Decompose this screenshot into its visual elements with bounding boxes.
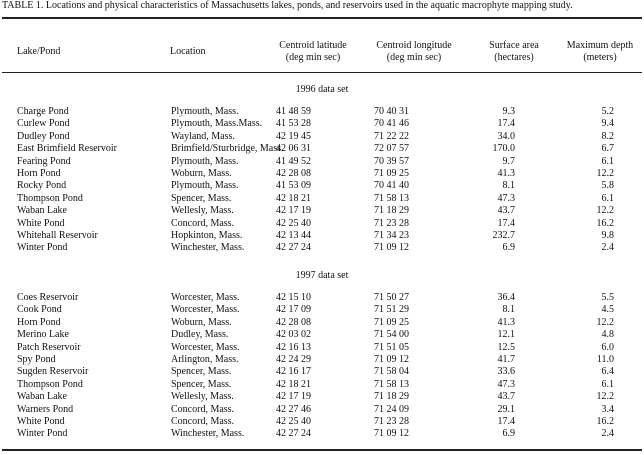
longitude-cell: 71 58 04 — [374, 366, 409, 378]
lake-name-cell: Dudley Pond — [17, 130, 70, 142]
max-depth-cell: 6.7 — [601, 143, 614, 155]
header-surface-area: Surface area (hectares) — [489, 40, 539, 63]
surface-area-cell: 41.3 — [497, 316, 515, 328]
surface-area-cell: 41.3 — [497, 168, 515, 179]
longitude-cell: 71 22 22 — [374, 130, 409, 142]
lake-name-cell: Charge Pond — [17, 106, 69, 117]
latitude-cell: 42 15 10 — [276, 292, 311, 303]
surface-area-cell: 12.5 — [497, 341, 515, 353]
location-cell: Plymouth, Mass. — [171, 106, 239, 117]
longitude-cell: 71 09 12 — [374, 354, 409, 365]
longitude-cell: 71 23 28 — [374, 217, 409, 229]
location-cell: Concord, Mass. — [171, 416, 235, 427]
surface-area-cell: 9.3 — [502, 106, 515, 117]
lake-name-cell: White Pond — [17, 416, 65, 427]
location-cell: Wayland, Mass. — [171, 130, 235, 142]
max-depth-cell: 5.2 — [601, 106, 614, 117]
location-cell: Worcester, Mass. — [171, 292, 240, 303]
lake-name-cell: Thompson Pond — [17, 378, 83, 390]
surface-area-cell: 170.0 — [492, 143, 515, 155]
lake-name-cell: Rocky Pond — [17, 180, 67, 192]
max-depth-cell: 16.2 — [596, 416, 614, 427]
section-title: 1997 data set — [295, 270, 349, 281]
latitude-cell: 42 18 21 — [276, 378, 311, 390]
max-depth-cell: 12.2 — [596, 316, 614, 328]
surface-area-cell: 41.7 — [497, 354, 515, 365]
surface-area-cell: 17.4 — [497, 118, 515, 130]
header-location: Location — [170, 46, 206, 57]
location-cell: Plymouth, Mass.Mass. — [171, 118, 263, 130]
max-depth-cell: 12.2 — [596, 391, 614, 403]
lake-name-cell: Waban Lake — [17, 205, 67, 217]
latitude-cell: 42 17 19 — [276, 205, 311, 217]
header-latitude: Centroid latitude (deg min sec) — [279, 40, 347, 63]
location-cell: Spencer, Mass. — [171, 192, 232, 204]
longitude-cell: 71 18 29 — [374, 391, 409, 403]
surface-area-cell: 34.0 — [497, 130, 515, 142]
location-cell: Wellesly, Mass. — [171, 205, 234, 217]
surface-area-cell: 8.1 — [502, 304, 515, 316]
latitude-cell: 42 25 40 — [276, 416, 311, 427]
location-cell: Spencer, Mass. — [171, 378, 232, 390]
lake-name-cell: East Brimfield Reservoir — [17, 143, 117, 155]
longitude-cell: 71 18 29 — [374, 205, 409, 217]
longitude-cell: 70 41 46 — [374, 118, 409, 130]
surface-area-cell: 17.4 — [497, 217, 515, 229]
latitude-cell: 41 49 52 — [276, 155, 311, 167]
max-depth-cell: 6.1 — [601, 378, 614, 390]
longitude-cell: 71 54 00 — [374, 329, 409, 341]
lake-name-cell: White Pond — [17, 217, 65, 229]
latitude-cell: 42 27 24 — [276, 428, 311, 440]
longitude-cell: 71 09 12 — [374, 428, 409, 440]
lake-name-cell: Coes Reservoir — [17, 292, 79, 303]
latitude-cell: 42 27 46 — [276, 403, 311, 415]
longitude-cell: 71 09 25 — [374, 316, 409, 328]
surface-area-cell: 43.7 — [497, 391, 515, 403]
surface-area-cell: 6.9 — [502, 242, 515, 254]
longitude-cell: 71 51 05 — [374, 341, 409, 353]
latitude-cell: 42 19 45 — [276, 130, 311, 142]
lake-name-cell: Sugden Reservoir — [17, 366, 89, 378]
longitude-cell: 70 39 57 — [374, 155, 409, 167]
max-depth-cell: 9.8 — [601, 230, 614, 241]
lake-name-cell: Cook Pond — [17, 304, 62, 316]
surface-area-cell: 17.4 — [497, 416, 515, 427]
location-cell: Concord, Mass. — [171, 217, 235, 229]
lake-name-cell: Merino Lake — [17, 329, 69, 341]
latitude-cell: 42 17 09 — [276, 304, 311, 316]
location-cell: Concord, Mass. — [171, 403, 235, 415]
latitude-cell: 42 13 44 — [276, 230, 311, 241]
longitude-cell: 70 40 31 — [374, 106, 409, 117]
latitude-cell: 42 18 21 — [276, 192, 311, 204]
lake-name-cell: Horn Pond — [17, 316, 61, 328]
header-lake: Lake/Pond — [17, 46, 61, 57]
latitude-cell: 41 53 28 — [276, 118, 311, 130]
lake-name-cell: Horn Pond — [17, 168, 61, 179]
latitude-cell: 42 06 31 — [276, 143, 311, 155]
longitude-cell: 71 34 23 — [374, 230, 409, 241]
location-cell: Woburn, Mass. — [171, 168, 232, 179]
surface-area-cell: 8.1 — [502, 180, 515, 192]
latitude-cell: 42 17 19 — [276, 391, 311, 403]
location-cell: Hopkinton, Mass. — [171, 230, 243, 241]
lake-name-cell: Spy Pond — [17, 354, 56, 365]
lake-name-cell: Winter Pond — [17, 242, 68, 254]
latitude-cell: 42 16 13 — [276, 341, 311, 353]
max-depth-cell: 6.1 — [601, 192, 614, 204]
lake-name-cell: Fearing Pond — [17, 155, 71, 167]
max-depth-cell: 12.2 — [596, 168, 614, 179]
max-depth-cell: 3.4 — [601, 403, 614, 415]
longitude-cell: 71 58 13 — [374, 192, 409, 204]
location-cell: Arlington, Mass. — [171, 354, 239, 365]
bottom-rule — [2, 449, 642, 451]
latitude-cell: 42 28 08 — [276, 316, 311, 328]
latitude-cell: 42 27 24 — [276, 242, 311, 254]
location-cell: Dudley, Mass. — [171, 329, 229, 341]
location-cell: Worcester, Mass. — [171, 341, 240, 353]
max-depth-cell: 2.4 — [601, 428, 614, 440]
header-max-depth: Maximum depth (meters) — [566, 40, 634, 63]
surface-area-cell: 47.3 — [497, 378, 515, 390]
surface-area-cell: 12.1 — [497, 329, 515, 341]
latitude-cell: 42 16 17 — [276, 366, 311, 378]
location-cell: Woburn, Mass. — [171, 316, 232, 328]
section-title: 1996 data set — [295, 84, 349, 95]
lake-name-cell: Winter Pond — [17, 428, 68, 440]
lake-name-cell: Waban Lake — [17, 391, 67, 403]
longitude-cell: 71 51 29 — [374, 304, 409, 316]
longitude-cell: 71 24 09 — [374, 403, 409, 415]
max-depth-cell: 6.4 — [601, 366, 614, 378]
latitude-cell: 41 53 09 — [276, 180, 311, 192]
longitude-cell: 71 23 28 — [374, 416, 409, 427]
location-cell: Worcester, Mass. — [171, 304, 240, 316]
latitude-cell: 42 28 08 — [276, 168, 311, 179]
max-depth-cell: 4.8 — [601, 329, 614, 341]
max-depth-cell: 8.2 — [601, 130, 614, 142]
location-cell: Spencer, Mass. — [171, 366, 232, 378]
longitude-cell: 71 58 13 — [374, 378, 409, 390]
header-longitude: Centroid longitude (deg min sec) — [376, 40, 452, 63]
header-rule — [2, 72, 642, 73]
longitude-cell: 72 07 57 — [374, 143, 409, 155]
latitude-cell: 42 24 29 — [276, 354, 311, 365]
surface-area-cell: 47.3 — [497, 192, 515, 204]
surface-area-cell: 33.6 — [497, 366, 515, 378]
longitude-cell: 71 09 12 — [374, 242, 409, 254]
longitude-cell: 70 41 40 — [374, 180, 409, 192]
latitude-cell: 42 03 02 — [276, 329, 311, 341]
location-cell: Plymouth, Mass. — [171, 180, 239, 192]
max-depth-cell: 6.1 — [601, 155, 614, 167]
max-depth-cell: 2.4 — [601, 242, 614, 254]
max-depth-cell: 11.0 — [596, 354, 614, 365]
lake-name-cell: Patch Reservoir — [17, 341, 81, 353]
max-depth-cell: 12.2 — [596, 205, 614, 217]
longitude-cell: 71 50 27 — [374, 292, 409, 303]
lake-name-cell: Warners Pond — [17, 403, 74, 415]
max-depth-cell: 16.2 — [596, 217, 614, 229]
top-rule — [2, 17, 642, 19]
lake-name-cell: Whitehall Reservoir — [17, 230, 98, 241]
max-depth-cell: 5.5 — [601, 292, 614, 303]
location-cell: Plymouth, Mass. — [171, 155, 239, 167]
location-cell: Winchester, Mass. — [171, 428, 245, 440]
longitude-cell: 71 09 25 — [374, 168, 409, 179]
lake-name-cell: Thompson Pond — [17, 192, 83, 204]
latitude-cell: 42 25 40 — [276, 217, 311, 229]
latitude-cell: 41 48 59 — [276, 106, 311, 117]
surface-area-cell: 6.9 — [502, 428, 515, 440]
max-depth-cell: 4.5 — [601, 304, 614, 316]
surface-area-cell: 29.1 — [497, 403, 515, 415]
lake-name-cell: Curlew Pond — [17, 118, 70, 130]
max-depth-cell: 6.0 — [601, 341, 614, 353]
max-depth-cell: 5.8 — [601, 180, 614, 192]
surface-area-cell: 9.7 — [502, 155, 515, 167]
location-cell: Wellesly, Mass. — [171, 391, 234, 403]
surface-area-cell: 232.7 — [492, 230, 515, 241]
location-cell: Brimfield/Sturbridge, Mass. — [171, 143, 284, 155]
surface-area-cell: 36.4 — [497, 292, 515, 303]
table-caption: TABLE 1. Locations and physical characteristics of Massachusetts lakes, ponds, and reservoirs used in the aquatic macrophyte mapping study. — [2, 0, 573, 11]
surface-area-cell: 43.7 — [497, 205, 515, 217]
location-cell: Winchester, Mass. — [171, 242, 245, 254]
max-depth-cell: 9.4 — [601, 118, 614, 130]
